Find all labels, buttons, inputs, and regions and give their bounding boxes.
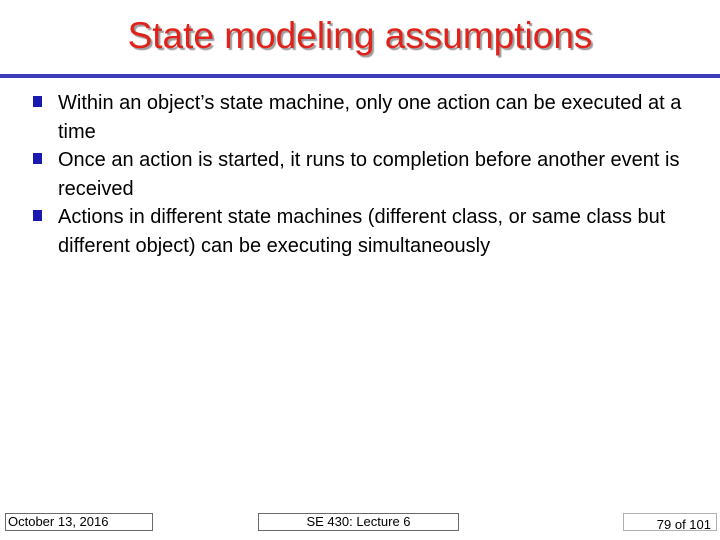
bullet-text: Actions in different state machines (different class, or same class but different object) can be executing simultaneously xyxy=(58,206,666,257)
title-divider xyxy=(0,74,720,78)
bullet-list xyxy=(33,89,693,260)
list-item xyxy=(33,146,693,203)
list-item xyxy=(33,89,693,146)
bullet-text: Within an object’s state machine, only one action can be executed at a time xyxy=(58,92,682,143)
bullet-text: Once an action is started, it runs to completion before another event is received xyxy=(58,149,680,200)
footer-course: SE 430: Lecture 6 xyxy=(258,513,459,531)
footer-date: October 13, 2016 xyxy=(5,513,153,531)
square-bullet-icon xyxy=(33,210,42,221)
square-bullet-icon xyxy=(33,96,42,107)
slide-title: State modeling assumptions xyxy=(127,15,593,56)
footer-page-number: 79 of 101 xyxy=(623,513,717,531)
list-item xyxy=(33,203,693,260)
square-bullet-icon xyxy=(33,153,42,164)
